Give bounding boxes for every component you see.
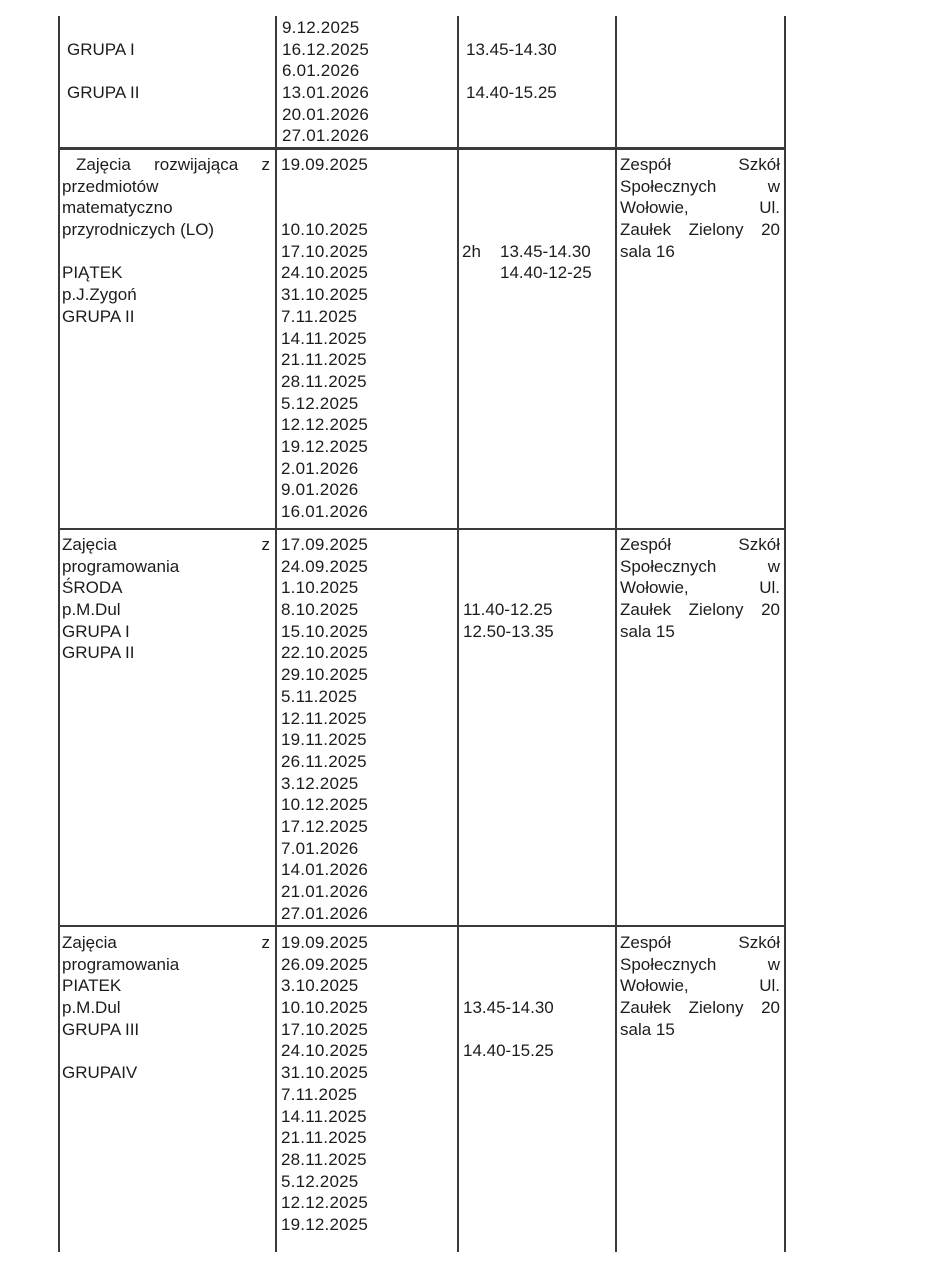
- date: 5.11.2025: [281, 686, 358, 706]
- date: 19.09.2025: [281, 155, 369, 174]
- date: 22.10.2025: [281, 643, 369, 663]
- date: 7.01.2026: [281, 838, 359, 858]
- date: 20.01.2026: [282, 104, 370, 124]
- time-range: 13.45-14.30: [500, 241, 591, 261]
- subject-line: [62, 1040, 270, 1062]
- weekday-label: ŚRODA: [62, 578, 123, 598]
- date: 31.10.2025: [281, 285, 369, 305]
- hours-label: 2h: [462, 241, 481, 261]
- subject-title-line: Zajęcia z: [62, 535, 270, 554]
- location-line: Zespół Szkół: [620, 535, 780, 554]
- teacher-name: p.J.Zygoń: [62, 285, 137, 305]
- location-cell: [620, 932, 780, 1040]
- date: 15.10.2025: [281, 621, 369, 641]
- date: 21.11.2025: [281, 350, 367, 370]
- location-line: Społecznych w: [620, 176, 780, 196]
- date: 2.01.2026: [281, 458, 359, 478]
- date: 3.10.2025: [281, 976, 359, 996]
- time-range: 14.40-15.25: [466, 83, 557, 103]
- date: 21.01.2026: [281, 882, 369, 901]
- subject-cell: [62, 534, 270, 664]
- group-label: GRUPA I: [62, 621, 130, 641]
- location-line: Wołowie, Ul.: [620, 578, 780, 598]
- subject-cell: [62, 154, 270, 328]
- group-label: GRUPAIV: [62, 1063, 138, 1083]
- date: 16.12.2025: [282, 39, 370, 59]
- location-line: Zaułek Zielony 20: [620, 600, 780, 620]
- column-border: [457, 16, 459, 1252]
- date: 8.10.2025: [281, 600, 359, 620]
- group-label: GRUPA II: [67, 83, 140, 103]
- date: 5.12.2025: [281, 1171, 359, 1191]
- date: 5.12.2025: [281, 393, 359, 413]
- date: 12.12.2025: [281, 1193, 369, 1213]
- subject-line: GRUPA II: [62, 643, 135, 663]
- date: 10.10.2025: [281, 220, 369, 240]
- subject-title-line: programowania: [62, 954, 180, 974]
- date: 1.10.2025: [281, 578, 359, 598]
- row-divider: [58, 925, 785, 927]
- date: 31.10.2025: [281, 1063, 369, 1083]
- subject-title-line: programowania: [62, 556, 180, 576]
- date: 7.11.2025: [281, 306, 358, 326]
- date: 19.12.2025: [281, 436, 369, 456]
- date: 28.11.2025: [281, 1149, 367, 1169]
- date: 17.10.2025: [281, 1019, 369, 1039]
- subject-title-line: przyrodniczych (LO): [62, 220, 215, 240]
- date: 24.10.2025: [281, 263, 369, 283]
- date: 21.11.2025: [281, 1128, 367, 1148]
- subject-line: [67, 17, 267, 39]
- date: 9.01.2026: [281, 480, 359, 500]
- location-line: sala 15: [620, 1019, 675, 1039]
- subject-title-line: przedmiotów: [62, 176, 159, 196]
- row-divider: [58, 147, 785, 150]
- date: 12.12.2025: [281, 415, 369, 435]
- subject-cell: [62, 932, 270, 1084]
- column-border: [615, 16, 617, 1252]
- date: 13.01.2026: [282, 83, 370, 103]
- time-range: 11.40-12.25: [463, 600, 553, 620]
- column-border: [58, 16, 60, 1252]
- date: 19.11.2025: [281, 730, 367, 750]
- weekday-label: PIATEK: [62, 976, 122, 996]
- dates-cell: [281, 932, 368, 1236]
- location-cell: [620, 154, 780, 262]
- time-range: 14.40-15.25: [463, 1041, 554, 1061]
- times-cell: [463, 932, 554, 1062]
- location-line: Wołowie, Ul.: [620, 198, 780, 218]
- date: 24.09.2025: [281, 556, 369, 576]
- time-range: 14.40-12-25: [500, 263, 592, 283]
- teacher-name: p.M.Dul: [62, 998, 121, 1018]
- group-label: GRUPA II: [62, 306, 135, 326]
- date: 26.11.2025: [281, 751, 367, 771]
- subject-title-line: Zajęcia z: [62, 933, 270, 952]
- location-line: Zaułek Zielony 20: [620, 220, 780, 240]
- date: 17.09.2025: [281, 535, 369, 554]
- row-divider: [58, 528, 785, 530]
- location-line: sala 16: [620, 241, 675, 261]
- date: 12.11.2025: [281, 708, 367, 728]
- date: 14.01.2026: [281, 860, 369, 880]
- date: 28.11.2025: [281, 371, 367, 391]
- column-border: [784, 16, 786, 1252]
- date: 17.10.2025: [281, 241, 369, 261]
- column-border: [275, 16, 277, 1252]
- subject-title-line: Zajęcia rozwijająca z: [76, 155, 270, 174]
- date: 17.12.2025: [281, 816, 369, 836]
- location-line: Społecznych w: [620, 954, 780, 974]
- group-label: GRUPA III: [62, 1019, 140, 1039]
- location-line: Wołowie, Ul.: [620, 976, 780, 996]
- date: 3.12.2025: [281, 773, 359, 793]
- date: 7.11.2025: [281, 1084, 358, 1104]
- time-range: 12.50-13.35: [463, 621, 554, 641]
- date: 9.12.2025: [282, 18, 360, 37]
- location-line: Społecznych w: [620, 556, 780, 576]
- time-range: 13.45-14.30: [466, 39, 557, 59]
- date: 19.09.2025: [281, 933, 369, 952]
- date: 19.12.2025: [281, 1214, 369, 1234]
- time-range: 13.45-14.30: [463, 998, 554, 1018]
- location-line: sala 15: [620, 621, 675, 641]
- dates-cell: [281, 154, 368, 523]
- date: [281, 197, 368, 219]
- date: 14.11.2025: [281, 328, 367, 348]
- subject-line: [62, 241, 270, 263]
- date: 16.01.2026: [281, 502, 369, 521]
- date: 27.01.2026: [282, 126, 370, 146]
- date: 24.10.2025: [281, 1041, 369, 1061]
- date: 10.10.2025: [281, 998, 369, 1018]
- location-line: Zespół Szkół: [620, 155, 780, 174]
- teacher-name: p.M.Dul: [62, 600, 121, 620]
- location-line: Zaułek Zielony 20: [620, 998, 780, 1018]
- date: [281, 176, 368, 198]
- date: 27.01.2026: [281, 903, 369, 923]
- date: 6.01.2026: [282, 61, 360, 81]
- date: 10.12.2025: [281, 795, 369, 815]
- date: 14.11.2025: [281, 1106, 367, 1126]
- weekday-label: PIĄTEK: [62, 263, 123, 283]
- date: 26.09.2025: [281, 954, 369, 974]
- time-line: [466, 17, 557, 39]
- dates-cell: [281, 534, 368, 924]
- times-cell: [463, 534, 554, 642]
- group-label: GRUPA I: [67, 39, 135, 59]
- dates-cell: [282, 17, 369, 147]
- times-cell: [462, 154, 610, 284]
- subject-title-line: matematyczno: [62, 198, 173, 218]
- date: 29.10.2025: [281, 665, 369, 685]
- subject-cell: [67, 17, 267, 104]
- times-cell: [466, 17, 557, 104]
- location-cell: [620, 534, 780, 642]
- time-line: [466, 60, 557, 82]
- subject-line: [67, 60, 267, 82]
- location-line: Zespół Szkół: [620, 933, 780, 952]
